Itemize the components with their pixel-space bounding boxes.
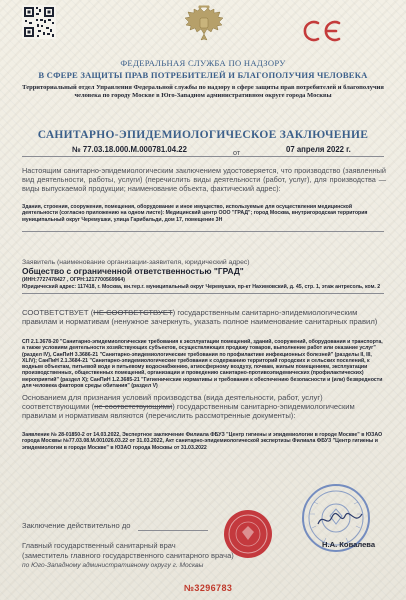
ses-logo-icon — [300, 18, 346, 44]
form-number: №3296783 — [184, 583, 233, 593]
certificate-number: № 77.03.18.000.М.000781.04.22 — [72, 145, 187, 154]
compliance-statement — [22, 308, 386, 327]
signer-role-line-1: Главный государственный санитарный врач — [22, 541, 176, 550]
certificate-date: 07 апреля 2022 г. — [286, 145, 351, 154]
basis-text-b: ) государственным санитарно-эпидемиологическим правилам и нормативам являются (перечислить рассмотренные документы): — [22, 402, 355, 421]
applicant-name: Общество с ограниченной ответственностью "ГРАД" — [22, 266, 244, 276]
qr-code — [22, 5, 56, 39]
signer-role-line-2: (заместитель главного государственного санитарного врача) — [22, 551, 234, 560]
basis-struck: не соответствующими — [94, 402, 173, 412]
signer-role-line-3: по Юго-Западному административному округу г. Москвы — [22, 562, 204, 569]
object-description: Здания, строения, сооружения, помещения, оборудование и иное имущество, используемые для осуществления медицинской деятельности (согласно приложению на одном листе): Медицинский центр ООО "ГРАД"; город Москва, внутригородская территория муниципальный округ Черемушки, улица Гарибальди, дом 17, помещение 3Н — [22, 204, 368, 223]
applicant-address: Юридический адрес: 117418, г. Москва, вн.тер.г. муниципальный округ Черемушки, пр-кт Нахимовский, д. 45, стр. 1, этаж антресоль, ком. 2 — [22, 284, 381, 290]
applicant-ids: (ИНН:7727478427 , ОГРН:1217700569964) — [22, 277, 125, 283]
page-title: САНИТАРНО-ЭПИДЕМИОЛОГИЧЕСКОЕ ЗАКЛЮЧЕНИЕ — [37, 129, 369, 141]
agency-line-2: В СФЕРЕ ЗАЩИТЫ ПРАВ ПОТРЕБИТЕЛЕЙ И БЛАГОПОЛУЧИЯ ЧЕЛОВЕКА — [38, 70, 368, 80]
basis-documents: Заявление № 28-01850-2 от 14.03.2022, Экспертное заключение Филиала ФБУЗ "Центр гигиены и эпидемиологии в городе Москве" в ЮЗАО города Москвы №77.03.08.М.001026.03.22 от 31.03.2022, Акт санитарно-эпидемиологической экспертизы Филиала ФБУЗ "Центр гигиены и эпидемиологии в городе Москве" в ЮЗАО города Москвы от 31.03.2022 — [22, 432, 383, 451]
basis-statement — [22, 393, 386, 421]
red-stamp — [222, 508, 274, 560]
intro-text: Настоящим санитарно-эпидемиологическим заключением удостоверяется, что производство (заявленный вид деятельности, работы, услуги) (перечислить виды деятельности (работ, услуг), для производства — виды выпускаемой продукции; наименование объекта, фактический адрес): — [22, 166, 386, 193]
agency-line-1: ФЕДЕРАЛЬНАЯ СЛУЖБА ПО НАДЗОРУ — [120, 58, 286, 68]
basis-text-a: Основанием для признания условий производства (вида деятельности, работ, услуг) соответствующими ( — [22, 393, 323, 412]
applicant-label: Заявитель (наименование организации-заявителя, юридический адрес) — [22, 259, 250, 266]
department-name: Территориальный отдел Управления Федеральной службы по надзору в сфере защиты прав потребителей и благополучия человека по городу Москве в Юго-Западном административном округе города Москвы — [22, 84, 384, 99]
date-from-label: от — [233, 148, 241, 157]
compliance-struck: НЕ СООТВЕТСТВУЕТ — [93, 308, 173, 317]
validity-label: Заключение действительно до — [22, 521, 131, 530]
coat-of-arms-icon — [182, 4, 226, 48]
compliance-rules: СП 2.1.3678-20 "Санитарно-эпидемиологические требования к эксплуатации помещений, зданий, сооружений, оборудования и транспорта, а также условиям деятельности хозяйствующих субъектов, осуществляющих продажу товаров, выполнение работ или оказание услуг" (раздел IV), СанПиН 3.3686-21 "Санитарно-эпидемиологические требования по профилактике инфекционных болезней" (разделы II, III, XLIV); СанПиН 2.1.3684-21 "Санитарно-эпидемиологические требования к содержанию территорий городских и сельских поселений, к водным объектам, питьевой воде и питьевому водоснабжению, атмосферному воздуху, почвам, жилым помещениям, эксплуатации производственных, общественных помещений, организации и проведению санитарно-противоэпидемических (профилактических) мероприятий" (раздел X); СанПиН 1.2.3685-21 "Гигиенические нормативы и требования к обеспечению безопасности и (или) безвредности для человека факторов среды обитания" (раздел V) — [22, 339, 383, 390]
signer-name: Н.А. Ковалева — [322, 540, 376, 549]
compliance-text-b: ) государственным санитарно-эпидемиологическим правилам и нормативам (ненужное зачеркнуть, указать полное наименование санитарных правил) — [22, 308, 378, 327]
signature — [315, 508, 365, 530]
compliance-text-a: СООТВЕТСТВУЕТ ( — [22, 308, 94, 317]
